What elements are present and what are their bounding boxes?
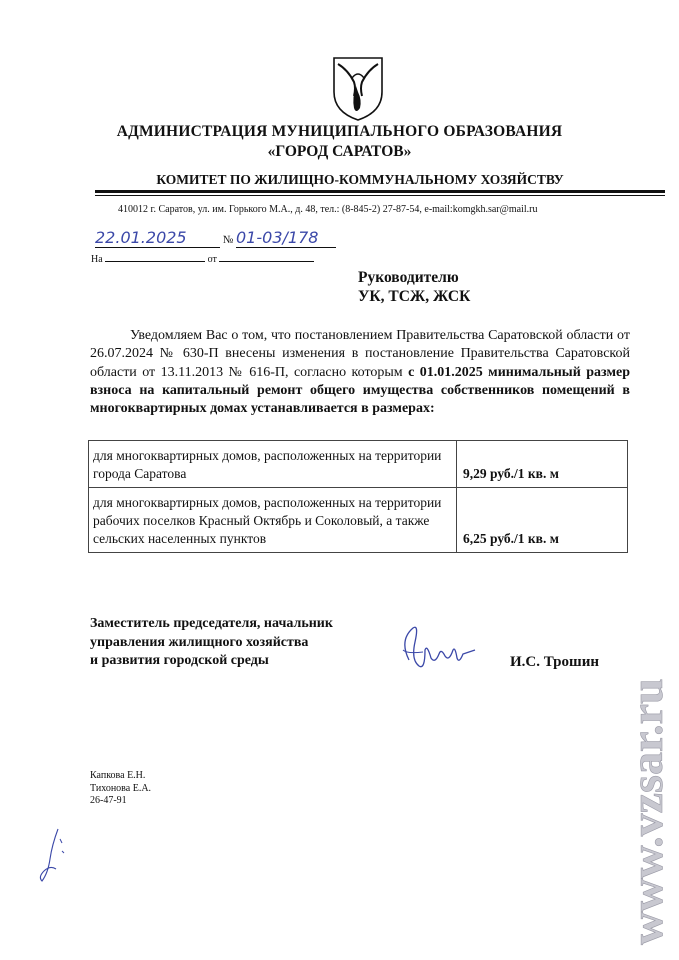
- addressee-block: [358, 268, 470, 306]
- outgoing-date: 22.01.2025: [95, 228, 187, 247]
- outgoing-number: 01-03/178: [236, 228, 319, 247]
- executors-block: [90, 770, 151, 808]
- header-rule-thick: [95, 190, 665, 193]
- signer-name: И.С. Трошин: [510, 654, 599, 670]
- committee-address: 410012 г. Саратов, ул. им. Горького М.А., д. 48, тел.: (8-845-2) 27-87-54, e-mail:komgkh.sar@mail.ru: [118, 204, 538, 215]
- organization-title-line2: «ГОРОД САРАТОВ»: [267, 143, 412, 160]
- rate-description: для многоквартирных домов, расположенных на территории рабочих поселков Красный Октябрь и Соколовый, а также сельских населенных пунктов: [89, 488, 457, 553]
- signer-position-line3: и развития городской среды: [90, 653, 269, 668]
- addressee-line2: УК, ТСЖ, ЖСК: [358, 288, 471, 305]
- number-sign: №: [222, 234, 234, 246]
- organization-title-line1: АДМИНИСТРАЦИЯ МУНИЦИПАЛЬНОГО ОБРАЗОВАНИЯ: [116, 123, 563, 140]
- executor-name: Капкова Е.Н.: [90, 770, 146, 781]
- signer-position: [90, 615, 333, 671]
- rates-table: [88, 440, 628, 553]
- table-row: [89, 441, 628, 488]
- body-text-plain: Уведомляем Вас о том, что постановлением Правительства Саратовской области от 26.07.2024 № 630-П внесены изменения в постановление Правительства Саратовской области от 13.11.2013 № 616-П, согласно которым: [90, 328, 630, 380]
- coat-of-arms-emblem: [330, 56, 386, 122]
- reference-ot-label: от: [207, 254, 217, 265]
- signer-position-line1: Заместитель председателя, начальник: [90, 616, 333, 631]
- header-rule-thin: [95, 195, 665, 196]
- watermark-text: www.vzsar.ru: [621, 678, 672, 945]
- body-text-bold: с 01.01.2025 минимальный размер взноса на капитальный ремонт общего имущества собственников помещений в многоквартирных домах устанавливается в размерах:: [90, 364, 630, 417]
- margin-initial-mark: [32, 825, 72, 890]
- table-row: [89, 488, 628, 553]
- letter-body: [90, 327, 630, 418]
- rate-value: 6,25 руб./1 кв. м: [457, 488, 628, 553]
- reference-na-label: На: [91, 254, 103, 265]
- committee-name: КОМИТЕТ ПО ЖИЛИЩНО-КОММУНАЛЬНОМУ ХОЗЯЙСТВУ: [156, 172, 564, 187]
- addressee-line1: Руководителю: [358, 269, 459, 286]
- handwritten-signature: [395, 620, 485, 685]
- rate-value: 9,29 руб./1 кв. м: [457, 441, 628, 488]
- outgoing-number-line: [95, 228, 336, 248]
- signer-position-line2: управления жилищного хозяйства: [90, 634, 309, 650]
- rate-description: для многоквартирных домов, расположенных на территории города Саратова: [89, 441, 457, 488]
- reference-line: [91, 254, 314, 265]
- site-watermark: [618, 610, 678, 950]
- executor-phone: 26-47-91: [90, 795, 127, 806]
- executor-name: Тихонова Е.А.: [90, 782, 152, 794]
